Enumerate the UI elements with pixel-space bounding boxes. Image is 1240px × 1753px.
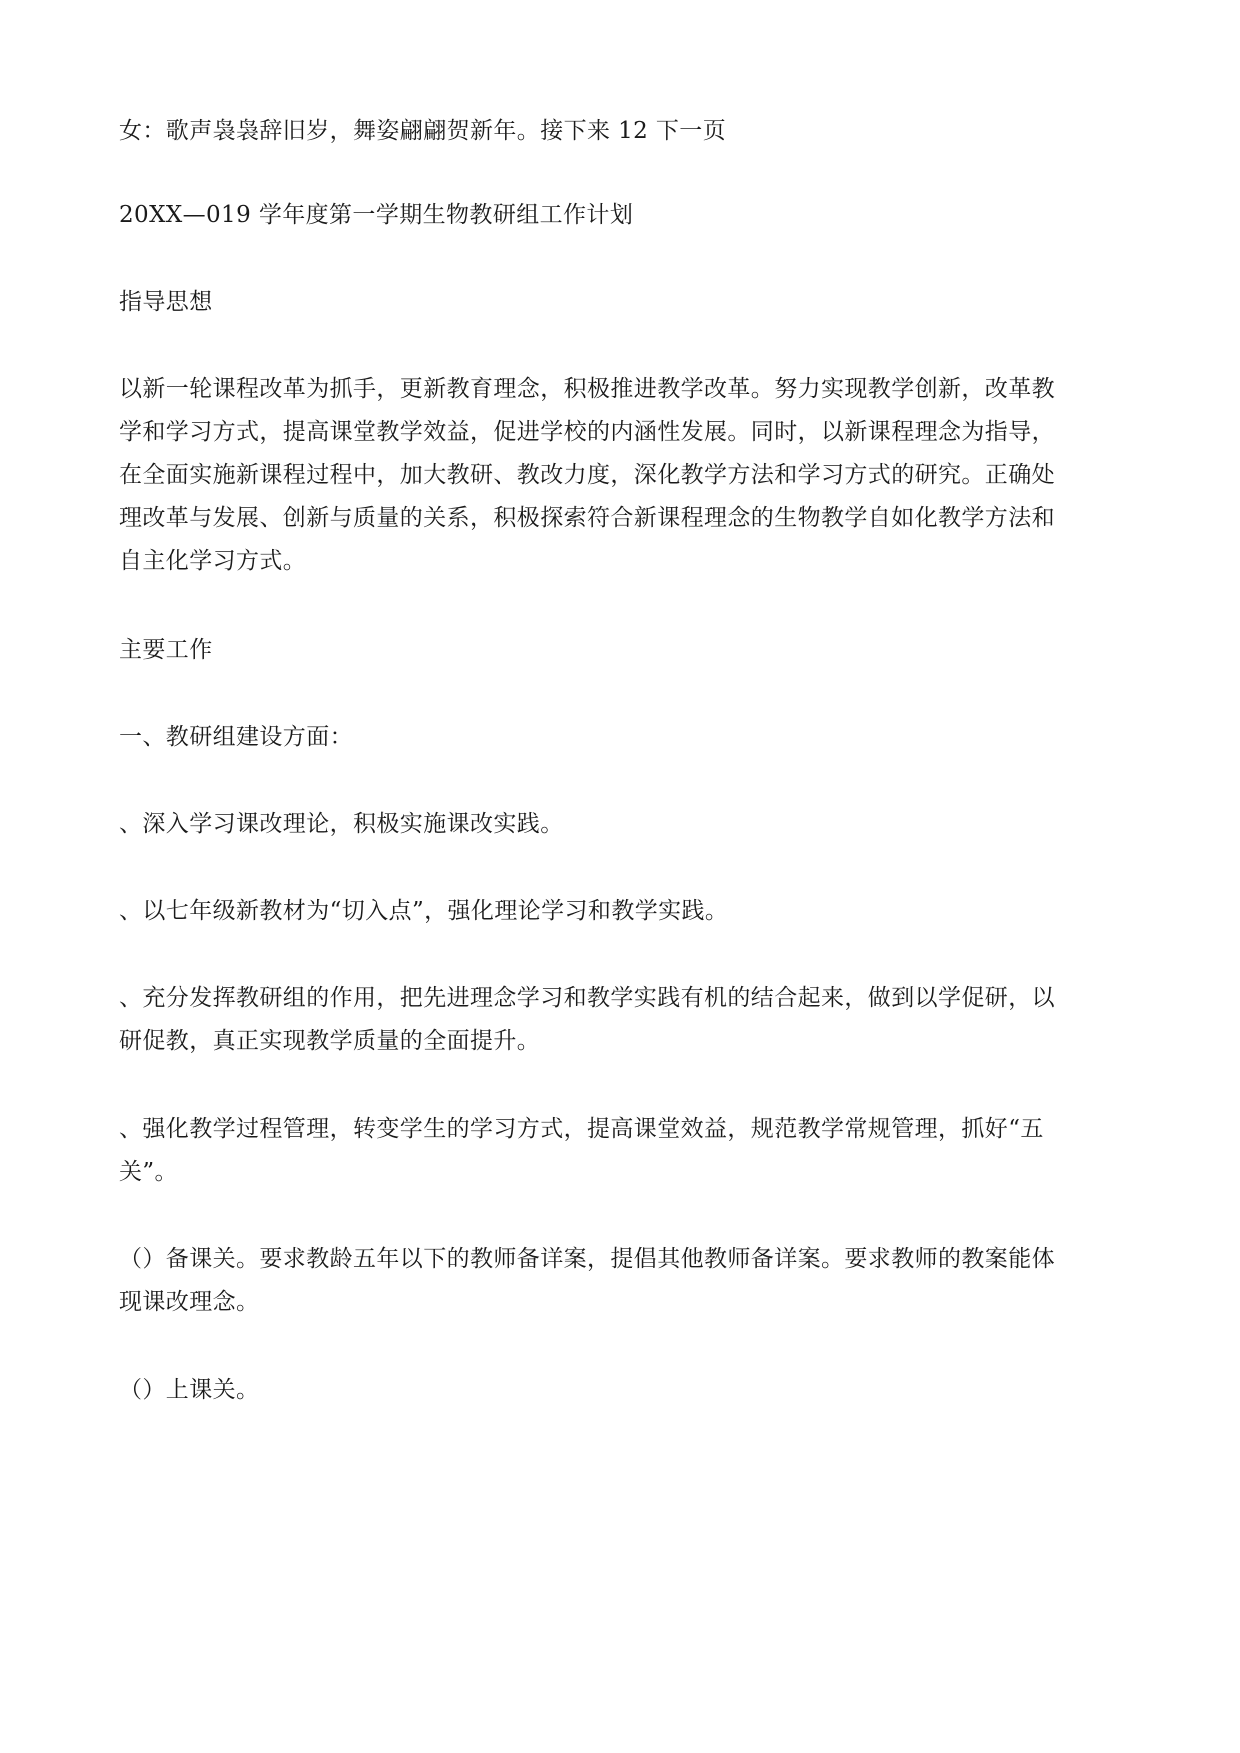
list-item-3	[119, 977, 1122, 1063]
text-line: 女：歌声袅袅辞旧岁，舞姿翩翩贺新年。接下来 12 下一页	[119, 118, 727, 144]
text-line: 、充分发挥教研组的作用，把先进理念学习和教学实践有机的结合起来，做到以学促研，以	[119, 985, 1055, 1011]
section-heading-guiding	[119, 281, 1122, 324]
list-item-4	[119, 1108, 1122, 1194]
document-title	[119, 194, 1122, 237]
text-line: 学和学习方式，提高课堂教学效益，促进学校的内涵性发展。同时，以新课程理念为指导，	[119, 419, 1055, 445]
text-line: （）上课关。	[119, 1377, 260, 1403]
guiding-paragraph	[119, 368, 1122, 583]
text-line: 关”。	[119, 1159, 178, 1185]
text-line: 在全面实施新课程过程中，加大教研、教改力度，深化教学方法和学习方式的研究。正确处	[119, 462, 1055, 488]
text-line: 以新一轮课程改革为抓手，更新教育理念，积极推进教学改革。努力实现教学创新，改革教	[119, 376, 1055, 402]
list-item-1	[119, 803, 1122, 846]
text-line: 自主化学习方式。	[119, 548, 307, 574]
list-item-2	[119, 890, 1122, 933]
text-line: 、强化教学过程管理，转变学生的学习方式，提高课堂效益，规范教学常规管理，抓好“五	[119, 1116, 1044, 1142]
list-item-6	[119, 1369, 1122, 1412]
text-line: 一、教研组建设方面：	[119, 724, 353, 750]
section-heading-main	[119, 629, 1122, 672]
list-item-5	[119, 1238, 1122, 1324]
text-line: 、深入学习课改理论，积极实施课改实践。	[119, 811, 564, 837]
subsection-heading-1	[119, 716, 1122, 759]
text-line: 指导思想	[119, 289, 213, 315]
text-line: 20XX—019 学年度第一学期生物教研组工作计划	[119, 202, 634, 228]
document-page	[119, 0, 1122, 1753]
text-line: 现课改理念。	[119, 1289, 260, 1315]
header-line	[119, 110, 1122, 153]
text-line: 研促教，真正实现教学质量的全面提升。	[119, 1028, 541, 1054]
text-line: （）备课关。要求教龄五年以下的教师备详案，提倡其他教师备详案。要求教师的教案能体	[119, 1246, 1055, 1272]
text-line: 主要工作	[119, 637, 213, 663]
text-line: 理改革与发展、创新与质量的关系，积极探索符合新课程理念的生物教学自如化教学方法和	[119, 505, 1055, 531]
text-line: 、以七年级新教材为“切入点”，强化理论学习和教学实践。	[119, 898, 729, 924]
